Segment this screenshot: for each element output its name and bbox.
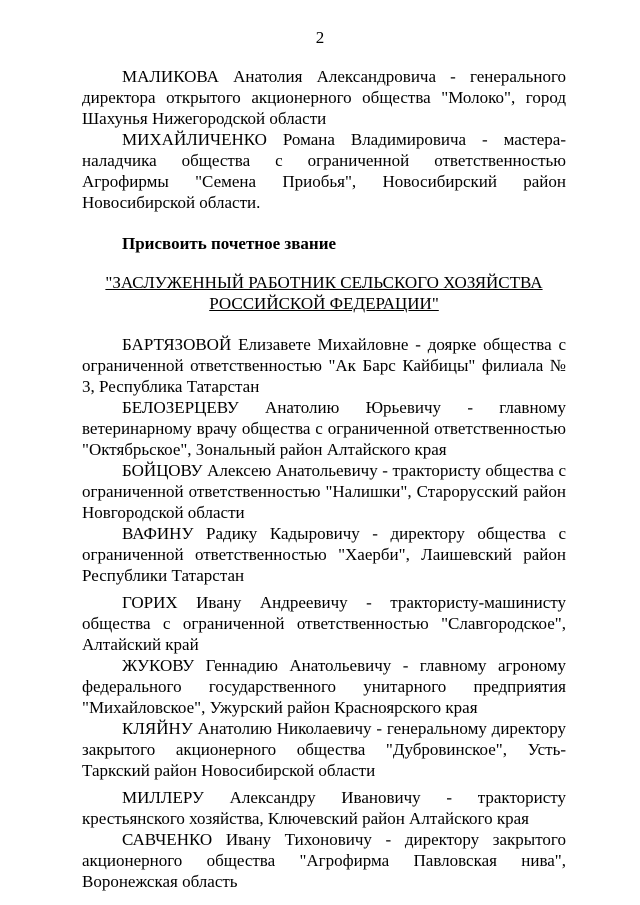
page-number: 2 [315, 28, 325, 47]
award-entry: КЛЯЙНУ Анатолию Николаевичу - генеральному директору закрытого акционерного общества "Дубровинское", Усть-Таркский район Новосибирской области [82, 719, 566, 780]
award-entry: МИХАЙЛИЧЕНКО Романа Владимировича - мастера-наладчика общества с ограниченной ответственностью Агрофирмы "Семена Приобья", Новосибирский район Новосибирской области. [82, 130, 566, 212]
award-list [82, 334, 566, 892]
award-entry: БОЙЦОВУ Алексею Анатольевичу - трактористу общества с ограниченной ответственностью "Налишки", Старорусский район Новгородской области [82, 461, 566, 522]
award-entry: САВЧЕНКО Ивану Тихоновичу - директору закрытого акционерного общества "Агрофирма Павловская нива", Воронежская область [82, 830, 566, 891]
document-body [82, 66, 566, 892]
award-entry: ЖУКОВУ Геннадию Анатольевичу - главному агроному федерального государственного унитарного предприятия "Михайловское", Ужурский район Красноярского края [82, 656, 566, 717]
award-entry: ГОРИХ Ивану Андреевичу - трактористу-машинисту общества с ограниченной ответственностью "Славгородское", Алтайский край [82, 593, 566, 654]
award-entry: ВАФИНУ Радику Кадыровичу - директору общества с ограниченной ответственностью "Хаерби", Лаишевский район Республики Татарстан [82, 524, 566, 585]
award-entry: БАРТЯЗОВОЙ Елизавете Михайловне - доярке общества с ограниченной ответственностью "Ак Барс Кайбицы" филиала № 3, Республика Татарстан [82, 335, 566, 396]
honorary-title [82, 272, 566, 314]
award-entry: МАЛИКОВА Анатолия Александровича - генерального директора открытого акционерного общества "Молоко", город Шахунья Нижегородской области [82, 67, 566, 128]
section-heading: Присвоить почетное звание [122, 234, 337, 253]
honorary-title-line: РОССИЙСКОЙ ФЕДЕРАЦИИ" [209, 294, 439, 313]
honorary-title-line: "ЗАСЛУЖЕННЫЙ РАБОТНИК СЕЛЬСКОГО ХОЗЯЙСТВА [105, 273, 543, 292]
award-entry: БЕЛОЗЕРЦЕВУ Анатолию Юрьевичу - главному ветеринарному врачу общества с ограниченной ответственностью "Октябрьское", Зональный район Алтайского края [82, 398, 566, 459]
award-entry: МИЛЛЕРУ Александру Ивановичу - трактористу крестьянского хозяйства, Ключевский район Алтайского края [82, 788, 566, 828]
